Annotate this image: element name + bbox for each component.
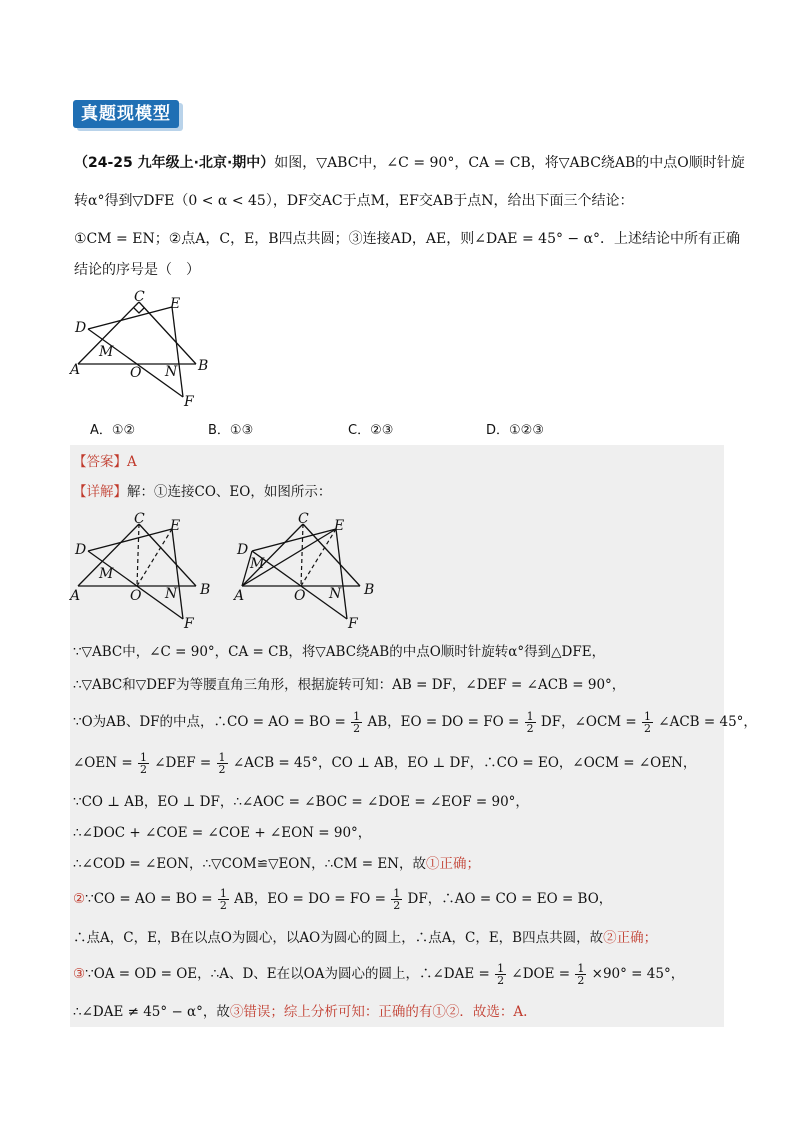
option-d[interactable]: D．①②③	[486, 423, 544, 438]
option-b[interactable]: B．①③	[208, 423, 254, 438]
question-source: （24-25 九年级上·北京·期中）	[74, 155, 275, 171]
solution-figure-2	[230, 508, 390, 632]
question-text-1: 如图，▽ABC中，∠C = 90°，CA = CB，将▽ABC绕AB的中点O顺时针旋	[274, 155, 745, 171]
fig1-label-C: C	[134, 511, 145, 527]
fig2-label-D: D	[237, 542, 249, 558]
sol3-part-c: DF，∠OCM =	[540, 714, 637, 730]
label-C: C	[134, 289, 145, 305]
fraction-half: $\frac{1}{2}$	[577, 962, 585, 987]
fig2-label-M: M	[250, 556, 265, 572]
sol4-part-c: ∠ACB = 45°，CO ⊥ AB，EO ⊥ DF，∴CO = EO，∠OCM = ∠OEN，	[232, 755, 697, 771]
detail-line	[73, 482, 331, 502]
sol10-part-b: ∠DOE =	[511, 966, 571, 982]
solution-line-1: ∵▽ABC中，∠C = 90°，CA = CB，将▽ABC绕AB的中点O顺时针旋转α°得到△DFE，	[73, 644, 606, 660]
sol4-part-a: ∠OEN =	[73, 755, 133, 771]
sol11-part-b: ③错误；综上分析可知：正确的有	[229, 1004, 433, 1020]
sol3-part-d: ∠ACB = 45°，	[658, 714, 757, 730]
fig1-label-D: D	[75, 542, 87, 558]
fig1-label-N: N	[165, 586, 178, 602]
option-c[interactable]: C．②③	[348, 423, 394, 438]
solution-line-11	[73, 1002, 527, 1022]
label-A: A	[70, 362, 81, 378]
fraction-half: $\frac{1}{2}$	[497, 962, 505, 987]
detail-label: 【详解】	[73, 484, 127, 500]
solution-line-4	[73, 749, 696, 777]
solution-line-5: ∵CO ⊥ AB，EO ⊥ DF，∴∠AOC = ∠BOC = ∠DOE = ∠EOF = 90°，	[73, 794, 529, 810]
question-line-3: ①CM = EN；②点A，C，E，B四点共圆；③连接AD，AE，则∠DAE = 45° − α°．上述结论中所有正确	[74, 231, 741, 247]
solution-line-3	[73, 708, 757, 736]
label-B: B	[198, 358, 209, 374]
label-M: M	[99, 344, 114, 360]
fig2-label-F: F	[348, 616, 358, 632]
sol7-conclusion: ①正确；	[425, 856, 480, 872]
sol3-part-b: AB，EO = DO = FO =	[367, 714, 520, 730]
fraction-half: $\frac{1}{2}$	[526, 710, 534, 735]
label-F: F	[184, 394, 194, 410]
fraction-half: $\frac{1}{2}$	[353, 710, 361, 735]
answer-value: A	[127, 454, 137, 470]
sol11-part-c: ①②	[432, 1004, 460, 1020]
sol10-mark: ③	[73, 966, 86, 982]
label-N: N	[165, 364, 178, 380]
question-figure	[66, 286, 226, 410]
sol10-part-a: ∵OA = OD = OE，∴A、D、E在以OA为圆心的圆上，∴∠DAE =	[85, 966, 490, 982]
solution-line-10	[73, 960, 684, 988]
solution-figure-1	[66, 508, 226, 632]
option-a[interactable]: A．①②	[90, 423, 136, 438]
question-line-1	[74, 153, 745, 173]
sol8-part-b: AB，EO = DO = FO =	[234, 891, 386, 907]
fraction-half: $\frac{1}{2}$	[393, 887, 401, 912]
solution-line-2: ∴▽ABC和▽DEF为等腰直角三角形，根据旋转可知：AB = DF，∠DEF = ∠ACB = 90°，	[73, 677, 626, 693]
fig2-label-C: C	[298, 511, 309, 527]
sol8-part-a: ∵CO = AO = BO =	[85, 891, 213, 907]
solution-line-7	[73, 854, 480, 874]
question-line-2: 转α°得到▽DFE（0 < α < 45），DF交AC于点M，EF交AB于点N，给出下面三个结论：	[74, 193, 634, 209]
section-banner	[73, 100, 183, 130]
label-D: D	[75, 320, 87, 336]
fig1-label-E: E	[170, 518, 181, 534]
fig1-label-M: M	[99, 566, 114, 582]
fig2-label-O: O	[294, 588, 306, 604]
sol10-part-c: ×90° = 45°，	[591, 966, 685, 982]
answer-label: 【答案】	[73, 454, 127, 470]
fig1-label-F: F	[184, 616, 194, 632]
sol9-part-a: ∴点A，C，E，B在以点O为圆心，以AO为圆心的圆上，∴点A，C，E，B四点共圆，故	[73, 930, 604, 946]
fig1-label-O: O	[130, 588, 142, 604]
sol8-mark: ②	[73, 891, 86, 907]
sol11-part-d: ．故选：A.	[459, 1004, 528, 1020]
fig2-label-A: A	[234, 588, 245, 604]
options-row	[90, 419, 610, 439]
solution-line-8	[73, 885, 612, 913]
detail-intro: 解：①连接CO、EO，如图所示：	[127, 484, 332, 500]
fig1-label-B: B	[200, 582, 211, 598]
sol8-part-c: DF，∴AO = CO = EO = BO，	[407, 891, 613, 907]
answer-line	[73, 452, 137, 472]
label-O: O	[130, 365, 142, 381]
fig2-label-E: E	[334, 518, 345, 534]
fig2-label-B: B	[364, 582, 375, 598]
sol9-conclusion: ②正确；	[603, 930, 658, 946]
label-E: E	[170, 296, 181, 312]
banner-title: 真题现模型	[81, 104, 171, 124]
sol7-part-a: ∴∠COD = ∠EON，∴▽COM≌▽EON，∴CM = EN，故	[73, 856, 426, 872]
sol4-part-b: ∠DEF =	[154, 755, 212, 771]
solution-line-9	[73, 928, 657, 948]
fraction-half: $\frac{1}{2}$	[644, 710, 651, 735]
sol3-part-a: ∵O为AB、DF的中点，∴CO = AO = BO =	[73, 714, 346, 730]
sol11-part-a: ∴∠DAE ≠ 45° − α°，故	[73, 1004, 230, 1020]
fraction-half: $\frac{1}{2}$	[218, 751, 226, 776]
fig1-label-A: A	[70, 588, 81, 604]
fraction-half: $\frac{1}{2}$	[219, 887, 227, 912]
fig2-label-N: N	[329, 586, 342, 602]
question-line-4: 结论的序号是（ ）	[74, 262, 200, 278]
fraction-half: $\frac{1}{2}$	[139, 751, 147, 776]
solution-line-6: ∴∠DOC + ∠COE = ∠COE + ∠EON = 90°，	[73, 825, 372, 841]
